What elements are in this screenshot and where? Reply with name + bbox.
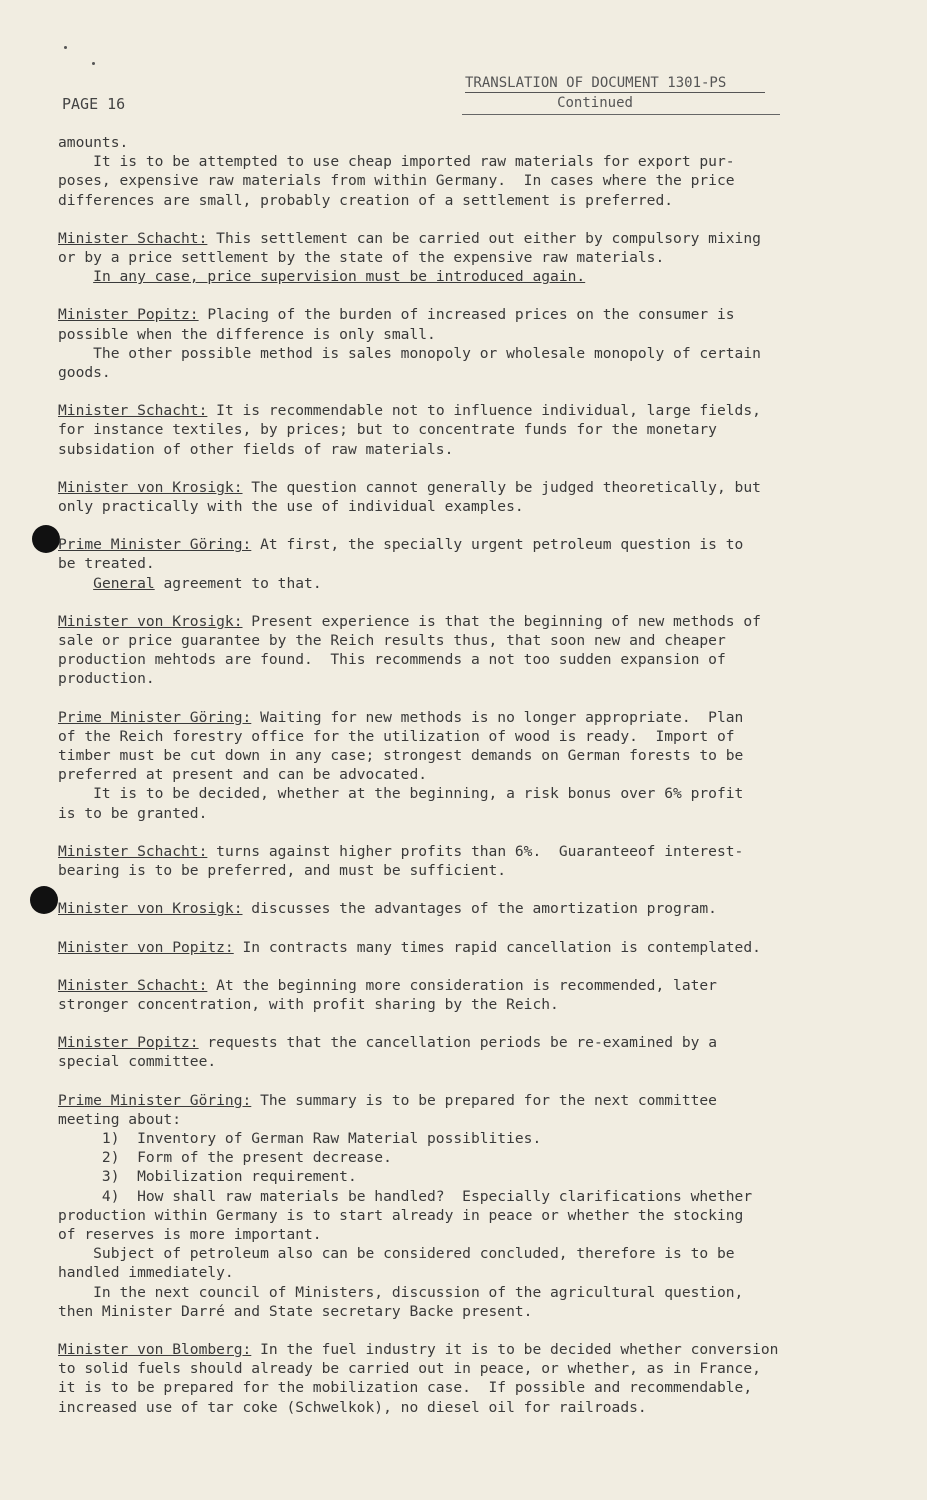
speaker-name: Prime Minister Göring: bbox=[58, 1091, 252, 1109]
text-line: timber must be cut down in any case; strongest demands on German forests to be bbox=[58, 747, 744, 765]
text-line: production within Germany is to start already in peace or whether the stocking bbox=[58, 1206, 744, 1224]
text-line: to solid fuels should already be carried out in peace, or whether, as in France, bbox=[58, 1360, 761, 1378]
text-line: Minister Schacht: At the beginning more consideration is recommended, later bbox=[58, 976, 717, 994]
text-line: Minister Schacht: turns against higher profits than 6%. Guaranteeof interest- bbox=[58, 842, 744, 860]
text-line: Prime Minister Göring: Waiting for new methods is no longer appropriate. Plan bbox=[58, 708, 744, 726]
paragraph bbox=[58, 1340, 858, 1417]
text-line: bearing is to be preferred, and must be sufficient. bbox=[58, 862, 507, 880]
document-title: TRANSLATION OF DOCUMENT 1301-PS bbox=[465, 75, 765, 93]
text-line: it is to be prepared for the mobilization case. If possible and recommendable, bbox=[58, 1379, 753, 1397]
paragraph bbox=[58, 229, 858, 287]
text-line: 1) Inventory of German Raw Material possiblities. bbox=[58, 1129, 542, 1147]
text-line: increased use of tar coke (Schwelkok), no diesel oil for railroads. bbox=[58, 1398, 647, 1416]
speck-mark bbox=[64, 46, 67, 49]
paragraph bbox=[58, 938, 858, 957]
paragraph bbox=[58, 401, 858, 459]
paragraph bbox=[58, 612, 858, 689]
speaker-name: Minister von Krosigk: bbox=[58, 612, 243, 630]
text-line: sale or price guarantee by the Reich results thus, that soon new and cheaper bbox=[58, 632, 726, 650]
speaker-name: Minister von Popitz: bbox=[58, 938, 234, 956]
text-line: subsidation of other fields of raw materials. bbox=[58, 440, 454, 458]
text-line: goods. bbox=[58, 364, 111, 382]
speaker-name: Minister Popitz: bbox=[58, 1034, 199, 1052]
punch-hole bbox=[32, 525, 60, 553]
text-line: Minister von Krosigk: The question cannot generally be judged theoretically, but bbox=[58, 478, 761, 496]
text-line: 2) Form of the present decrease. bbox=[58, 1149, 392, 1167]
text-line: then Minister Darré and State secretary Backe present. bbox=[58, 1302, 533, 1320]
speaker-name: Minister Schacht: bbox=[58, 976, 208, 994]
text-line: stronger concentration, with profit sharing by the Reich. bbox=[58, 995, 559, 1013]
paragraph bbox=[58, 842, 858, 880]
text-line: Minister von Krosigk: Present experience is that the beginning of new methods of bbox=[58, 612, 761, 630]
paragraph bbox=[58, 535, 858, 593]
text-line: of reserves is more important. bbox=[58, 1225, 322, 1243]
text-line: special committee. bbox=[58, 1053, 217, 1071]
paragraph bbox=[58, 1033, 858, 1071]
text-line: is to be granted. bbox=[58, 804, 208, 822]
speaker-name: Minister Schacht: bbox=[58, 229, 208, 247]
document-subtitle: Continued bbox=[557, 95, 633, 111]
text-line: It is to be attempted to use cheap imported raw materials for export pur- bbox=[58, 153, 735, 171]
text-line: preferred at present and can be advocated. bbox=[58, 766, 428, 784]
text-line: differences are small, probably creation of a settlement is preferred. bbox=[58, 191, 674, 209]
text-line: meeting about: bbox=[58, 1110, 182, 1128]
text-line: It is to be decided, whether at the beginning, a risk bonus over 6% profit bbox=[58, 785, 744, 803]
text-line: General agreement to that. bbox=[93, 574, 322, 592]
text-line: Prime Minister Göring: At first, the specially urgent petroleum question is to bbox=[58, 536, 744, 554]
speaker-name: Minister von Krosigk: bbox=[58, 478, 243, 496]
text-line: handled immediately. bbox=[58, 1264, 234, 1282]
speaker-name: Minister Popitz: bbox=[58, 306, 199, 324]
text-line: poses, expensive raw materials from within Germany. In cases where the price bbox=[58, 172, 735, 190]
text-line: only practically with the use of individual examples. bbox=[58, 498, 524, 516]
text-line: 3) Mobilization requirement. bbox=[58, 1168, 357, 1186]
text-line: Minister Popitz: requests that the cancellation periods be re-examined by a bbox=[58, 1034, 717, 1052]
text-line: Subject of petroleum also can be considered concluded, therefore is to be bbox=[58, 1245, 735, 1263]
paragraph bbox=[58, 305, 858, 382]
speaker-name: Minister von Blomberg: bbox=[58, 1340, 252, 1358]
paragraph bbox=[58, 1091, 858, 1321]
text-line: of the Reich forestry office for the utilization of wood is ready. Import of bbox=[58, 727, 735, 745]
text-line: be treated. bbox=[58, 555, 155, 573]
paragraph bbox=[58, 976, 858, 1014]
text-line: Minister von Krosigk: discusses the advantages of the amortization program. bbox=[58, 900, 717, 918]
text-line: Minister Popitz: Placing of the burden of increased prices on the consumer is bbox=[58, 306, 735, 324]
speaker-name: Prime Minister Göring: bbox=[58, 708, 252, 726]
speaker-name: Minister Schacht: bbox=[58, 842, 208, 860]
text-line: Minister von Blomberg: In the fuel industry it is to be decided whether conversion bbox=[58, 1340, 779, 1358]
text-line: Minister Schacht: It is recommendable not to influence individual, large fields, bbox=[58, 402, 761, 420]
text-line: Minister Schacht: This settlement can be carried out either by compulsory mixing bbox=[58, 229, 761, 247]
text-line: or by a price settlement by the state of the expensive raw materials. bbox=[58, 249, 665, 267]
text-line: for instance textiles, by prices; but to concentrate funds for the monetary bbox=[58, 421, 717, 439]
speaker-name: Minister Schacht: bbox=[58, 402, 208, 420]
text-line: amounts. bbox=[58, 134, 129, 151]
header-rule bbox=[462, 114, 780, 115]
text-line: Minister von Popitz: In contracts many times rapid cancellation is contemplated. bbox=[58, 938, 761, 956]
speck-mark bbox=[92, 62, 95, 65]
document-header bbox=[465, 75, 765, 111]
speaker-name: Minister von Krosigk: bbox=[58, 900, 243, 918]
text-line: 4) How shall raw materials be handled? Especially clarifications whether bbox=[58, 1187, 753, 1205]
text-line: possible when the difference is only small. bbox=[58, 325, 436, 343]
text-line: The other possible method is sales monopoly or wholesale monopoly of certain bbox=[58, 344, 761, 362]
punch-hole bbox=[30, 886, 58, 914]
text-line: production. bbox=[58, 670, 155, 688]
paragraph bbox=[58, 478, 858, 516]
text-line: Prime Minister Göring: The summary is to be prepared for the next committee bbox=[58, 1091, 717, 1109]
paragraph bbox=[58, 133, 858, 210]
page-label: PAGE 16 bbox=[62, 95, 126, 113]
paragraph bbox=[58, 708, 858, 823]
paragraph bbox=[58, 899, 858, 918]
document-body bbox=[58, 133, 858, 1436]
text-line: In the next council of Ministers, discussion of the agricultural question, bbox=[58, 1283, 744, 1301]
underlined-line: In any case, price supervision must be introduced again. bbox=[93, 268, 586, 286]
text-line: production mehtods are found. This recommends a not too sudden expansion of bbox=[58, 651, 726, 669]
speaker-name: Prime Minister Göring: bbox=[58, 536, 252, 554]
